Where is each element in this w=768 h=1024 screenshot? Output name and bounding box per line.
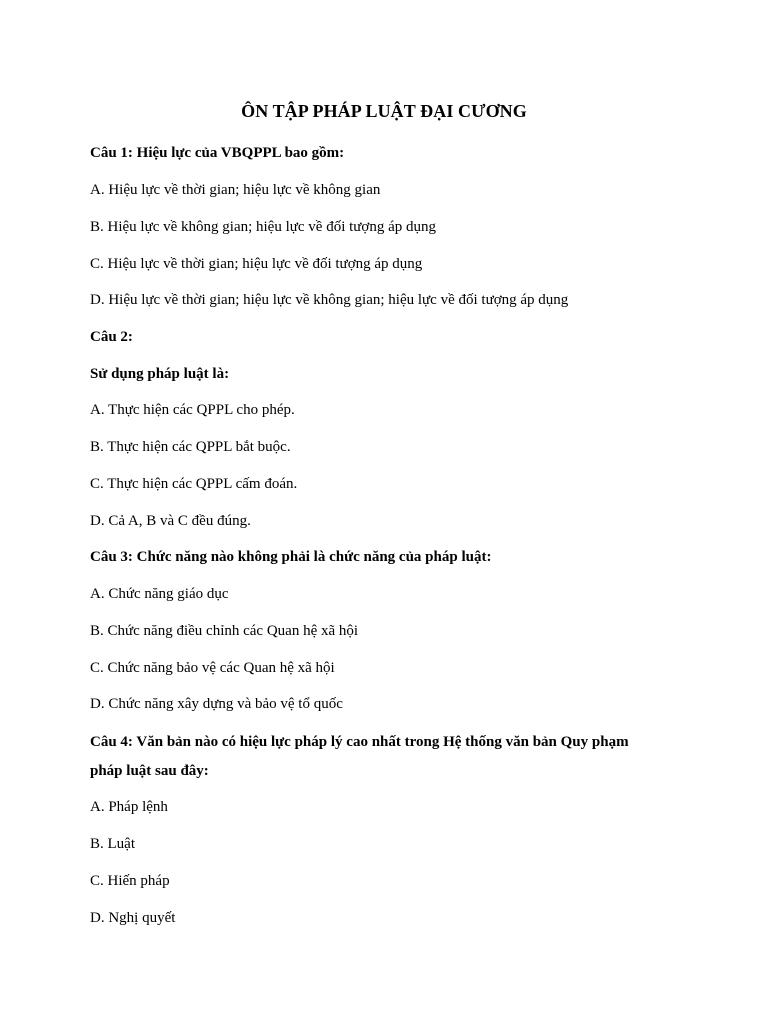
question-4-option-a: A. Pháp lệnh xyxy=(90,799,168,815)
question-1-prompt: Câu 1: Hiệu lực của VBQPPL bao gồm: xyxy=(90,145,345,161)
question-1-option-b: B. Hiệu lực về không gian; hiệu lực về đối tượng áp dụng xyxy=(90,219,437,235)
question-4-option-b: B. Luật xyxy=(90,836,135,852)
question-4-option-c: C. Hiến pháp xyxy=(90,873,170,889)
question-1-option-c: C. Hiệu lực về thời gian; hiệu lực về đối tượng áp dụng xyxy=(90,256,423,272)
question-2-label: Câu 2: xyxy=(90,329,133,345)
question-2-option-b: B. Thực hiện các QPPL bắt buộc. xyxy=(90,439,291,455)
question-4-prompt-line-1: Câu 4: Văn bản nào có hiệu lực pháp lý cao nhất trong Hệ thống văn bản Quy phạm xyxy=(90,734,629,750)
question-4-prompt-line-2: pháp luật sau đây: xyxy=(90,763,209,779)
question-1-option-a: A. Hiệu lực về thời gian; hiệu lực về không gian xyxy=(90,182,381,198)
question-3-option-d: D. Chức năng xây dựng và bảo vệ tổ quốc xyxy=(90,696,343,712)
question-2-option-c: C. Thực hiện các QPPL cấm đoán. xyxy=(90,476,298,492)
question-2-option-a: A. Thực hiện các QPPL cho phép. xyxy=(90,402,295,418)
question-2-prompt: Sử dụng pháp luật là: xyxy=(90,366,230,382)
question-1-option-d: D. Hiệu lực về thời gian; hiệu lực về không gian; hiệu lực về đối tượng áp dụng xyxy=(90,292,569,308)
question-3-option-a: A. Chức năng giáo dục xyxy=(90,586,229,602)
document-title: ÔN TẬP PHÁP LUẬT ĐẠI CƯƠNG xyxy=(241,101,527,121)
question-3-option-b: B. Chức năng điều chỉnh các Quan hệ xã hội xyxy=(90,623,359,639)
question-3-prompt: Câu 3: Chức năng nào không phải là chức năng của pháp luật: xyxy=(90,549,492,565)
question-2-option-d: D. Cả A, B và C đều đúng. xyxy=(90,513,251,529)
question-4-option-d: D. Nghị quyết xyxy=(90,910,176,926)
question-3-option-c: C. Chức năng bảo vệ các Quan hệ xã hội xyxy=(90,660,335,676)
